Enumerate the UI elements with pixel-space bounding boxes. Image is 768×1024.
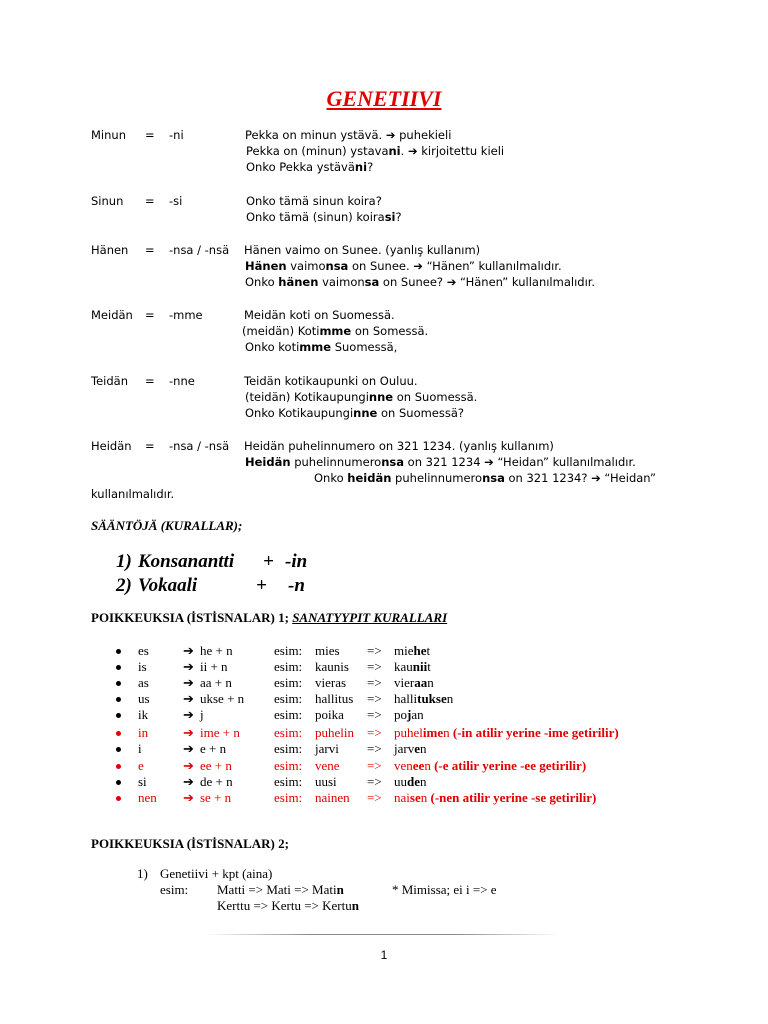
line-text: on 321 1234 ➔ “Heidan” kullanılmalıdır. [404,455,636,469]
exception-ending: e [138,758,144,774]
result-text: n [420,790,428,806]
suffix-label: -nne [169,374,195,388]
result-bold: nii [412,658,428,674]
arrow-symbol: => [367,790,382,806]
exception-rule: de + n [200,774,233,790]
line-text: vaimon [318,275,365,289]
result-text: kau [394,658,413,674]
bold-suffix: nsa [325,259,349,273]
bold-suffix: si [384,210,396,224]
result-text: n [420,741,427,757]
line-text: Teidän kotikaupunki on Ouluu. [244,374,418,388]
example-line [244,308,395,322]
exception-rule: ee + n [200,758,232,774]
bold-suffix: nsa [381,455,404,469]
result-bold: de [407,774,420,790]
exception-rule: ii + n [200,658,228,674]
line-text: Onko [245,275,279,289]
bullet-icon [116,780,121,785]
arrow-symbol: => [367,741,382,757]
rule-word: Vokaali [138,575,198,596]
example-line [244,374,418,388]
line-text: on Sunee? ➔ “Hänen” kullanılmalıdır. [379,275,596,289]
result-bold: ime [422,724,444,740]
bold-suffix: Heidän [245,455,291,469]
arrow-icon: ➔ [183,758,194,774]
exception-ending: ik [138,706,149,722]
suffix-label: -nsa / -nsä [169,243,230,257]
line-text: Onko Kotikaupungi [245,406,354,420]
result-text: vier [394,674,415,690]
result-bold: e [414,741,420,757]
line-text: Heidän puhelinnumero on 321 1234. (yanlış kullanım) [244,439,554,453]
ex2-row2-ending: n [351,898,359,913]
line-text: vaimo [286,259,326,273]
page-number: 1 [380,948,388,962]
bold-suffix: mme [299,340,332,354]
pronoun-label: Teidän [91,374,128,388]
equals-sign: = [145,439,155,453]
exceptions1-heading [91,610,447,626]
arrow-icon: ➔ [183,690,194,706]
exception-rule: ukse + n [200,690,245,706]
example-line [242,324,428,338]
exceptions2-heading: POIKKEUKSIA (İSTİSNALAR) 2; [91,836,289,851]
example-word: hallitus [315,690,354,706]
exception-result [394,643,430,659]
bold-suffix: hänen [278,275,319,289]
exception-result [394,725,619,741]
example-word: kaunis [315,658,349,674]
arrow-symbol: => [367,690,382,706]
line-text: Suomessä, [331,340,398,354]
ex2-row2-base: Kerttu => Kertu => Kertu [217,898,352,913]
exception-ending: es [138,643,149,658]
line-text: Hänen vaimo on Sunee. (yanlış kullanım) [244,243,481,257]
example-line [245,340,397,354]
pronoun-label: Meidän [91,308,133,322]
exception-ending: us [138,690,150,706]
esim-label: esim: [274,706,303,722]
arrow-icon: ➔ [183,724,194,740]
esim-label: esim: [274,790,303,806]
pronoun-label: Heidän [91,439,132,453]
exception-result [394,741,427,757]
exception-rule: e + n [200,741,227,757]
arrow-icon: ➔ [183,790,194,806]
line-text: Onko Pekka ystävä [246,160,355,174]
equals-sign: = [145,194,155,208]
bold-suffix: ni [354,160,368,174]
suffix-label: -mme [169,308,203,322]
exception-ending: in [138,724,149,740]
example-line [245,259,562,273]
line-text: puhelinnumero [391,471,483,485]
result-text: t [426,643,431,658]
bullet-icon [116,764,121,769]
esim-label: esim: [274,758,303,774]
result-text: nai [394,790,410,806]
equals-sign: = [145,128,155,142]
arrow-icon: ➔ [183,658,194,674]
exception-ending: i [138,741,142,757]
exception-result [394,691,453,707]
exceptions1-heading-text: POIKKEUKSIA (İSTİSNALAR) 1; [91,610,293,625]
line-text: (meidän) Koti [242,324,320,338]
result-text: po [394,706,407,722]
arrow-icon: ➔ [183,706,194,722]
result-bold: he [413,643,427,658]
result-text: n [446,690,454,706]
ex2-row1-ending: n [336,882,344,897]
ex2-item-number: 1) [137,866,148,881]
bullet-icon [116,796,121,801]
arrow-symbol: => [367,658,382,674]
result-text: n [427,674,434,690]
esim-label: esim: [274,690,303,706]
exception-result [394,707,424,723]
result-bold: aa [414,674,428,690]
line-text: on Somessä. [351,324,429,338]
exception-ending: nen [138,790,157,806]
rule-ending: -in [285,551,308,572]
result-text: t [427,658,431,674]
exception-rule: se + n [200,790,232,806]
arrow-icon: ➔ [183,674,194,690]
bullet-icon [116,713,121,718]
exception-rule: j [200,706,204,722]
example-line [244,243,480,257]
esim-label: esim: [274,774,303,790]
equals-sign: = [145,308,155,322]
line-text: on Sunee. ➔ “Hänen” kullanılmalıdır. [348,259,562,273]
ex2-esim-label: esim: [160,882,189,897]
result-text: jarv [394,741,415,757]
exception-rule: ime + n [200,724,240,740]
exception-result [394,790,596,806]
example-word: puhelin [315,724,354,740]
example-line [245,128,451,142]
suffix-label: -ni [169,128,184,142]
arrow-icon: ➔ [183,643,194,658]
result-bold: j [407,706,412,722]
exception-result [394,774,427,790]
arrow-symbol: => [367,774,382,790]
example-line [246,160,373,174]
arrow-icon: ➔ [183,774,194,790]
arrow-symbol: => [367,758,382,774]
arrow-symbol: => [367,724,382,740]
exception-result [394,659,431,675]
bullet-icon [116,681,121,686]
result-text: puhel [394,724,423,740]
exception-ending: as [138,674,149,690]
line-text: ? [367,160,374,174]
line-text: Pekka on (minun) ystava [246,144,389,158]
bullet-icon [116,697,121,702]
result-bold: se [409,790,421,806]
example-word: uusi [315,774,337,790]
result-text: an [411,706,424,722]
exception-ending: is [138,658,147,674]
exceptions1-heading-link[interactable]: SANATYYPIT KURALLARI [292,610,448,625]
bold-suffix: heidän [347,471,392,485]
equals-sign: = [145,374,155,388]
example-word: jarvi [315,741,339,757]
esim-label: esim: [274,674,303,690]
esim-label: esim: [274,724,303,740]
example-line [246,144,504,158]
example-line [246,210,402,224]
line-text: Onko [314,471,348,485]
bold-suffix: mme [319,324,352,338]
pronoun-label: Hänen [91,243,129,257]
rule-word: Konsanantti [138,551,235,572]
esim-label: esim: [274,658,303,674]
example-word: nainen [315,790,350,806]
bullet-icon [116,731,121,736]
example-line [245,406,464,420]
exception-ending: si [138,774,147,790]
rules-heading: SÄÄNTÖJÄ (KURALLAR); [91,518,243,533]
exception-rule: aa + n [200,674,232,690]
result-bold: ee [412,758,425,774]
line-text: Pekka on minun ystävä. ➔ puhekieli [245,128,452,142]
line-text: Meidän koti on Suomessä. [244,308,395,322]
wrapped-text: kullanılmalıdır. [91,487,175,501]
footer-divider [205,934,560,935]
example-line [245,275,595,289]
equals-sign: = [145,243,155,257]
example-line [314,471,656,485]
esim-label: esim: [274,643,303,658]
line-text: Onko koti [245,340,300,354]
example-line [245,455,636,469]
example-line [246,194,382,208]
arrow-symbol: => [367,674,382,690]
line-text: . ➔ kirjoitettu kieli [400,144,505,158]
rule-ending: -n [288,575,305,596]
suffix-label: -si [169,194,183,208]
rule-plus: + [263,551,274,572]
ex2-row1-note: * Mimissa; ei i => e [392,882,497,897]
bold-suffix: ni [388,144,401,158]
result-text: mie [394,643,414,658]
bold-suffix: nne [353,406,378,420]
exception-rule: he + n [200,643,233,658]
result-text: uu [394,774,407,790]
result-text: n [424,758,431,774]
line-text: Onko tämä (sinun) koira [246,210,385,224]
arrow-icon: ➔ [183,741,194,757]
result-text: n [420,774,427,790]
pronoun-label: Sinun [91,194,124,208]
bullet-icon [116,747,121,752]
bold-suffix: nsa [482,471,505,485]
arrow-symbol: => [367,643,382,658]
line-text: puhelinnumero [290,455,382,469]
exception-note: (-nen atilir yerine -se getirilir) [427,790,597,806]
ex2-row2 [217,898,359,914]
bullet-icon [116,665,121,670]
result-text: ven [394,758,413,774]
example-word: poika [315,706,344,722]
result-text: halli [394,690,418,706]
exception-note: (-e atilir yerine -ee getirilir) [430,758,587,774]
line-text: Onko tämä sinun koira? [246,194,382,208]
ex2-row1-base: Matti => Mati => Mati [217,882,337,897]
result-bold: tukse [417,690,447,706]
line-text: ? [395,210,402,224]
bullet-icon [116,649,121,654]
bold-suffix: nne [368,390,394,404]
rule-plus: + [256,575,267,596]
line-text: on Suomessä. [393,390,478,404]
ex2-row1 [217,882,344,898]
exception-note: (-in atilir yerine -ime getirilir) [449,724,619,740]
example-word: mies [315,643,340,658]
bold-suffix: sa [364,275,380,289]
exception-result [394,758,586,774]
rule-number: 1) [116,551,132,572]
line-text: on Suomessä? [377,406,465,420]
ex2-item-text: Genetiivi + kpt (aina) [160,866,273,881]
example-line [244,439,554,453]
rule-number: 2) [116,575,132,596]
example-line [245,390,477,404]
suffix-label: -nsa / -nsä [169,439,230,453]
line-text: on 321 1234? ➔ “Heidan” [504,471,656,485]
arrow-symbol: => [367,706,382,722]
line-text: (teidän) Kotikaupungi [245,390,369,404]
pronoun-label: Minun [91,128,126,142]
exception-result [394,675,434,691]
page-title: GENETIIVI [326,86,442,111]
bold-suffix: Hänen [245,259,287,273]
esim-label: esim: [274,741,303,757]
example-word: vene [315,758,340,774]
example-word: vieras [315,674,347,690]
result-text: n [443,724,450,740]
